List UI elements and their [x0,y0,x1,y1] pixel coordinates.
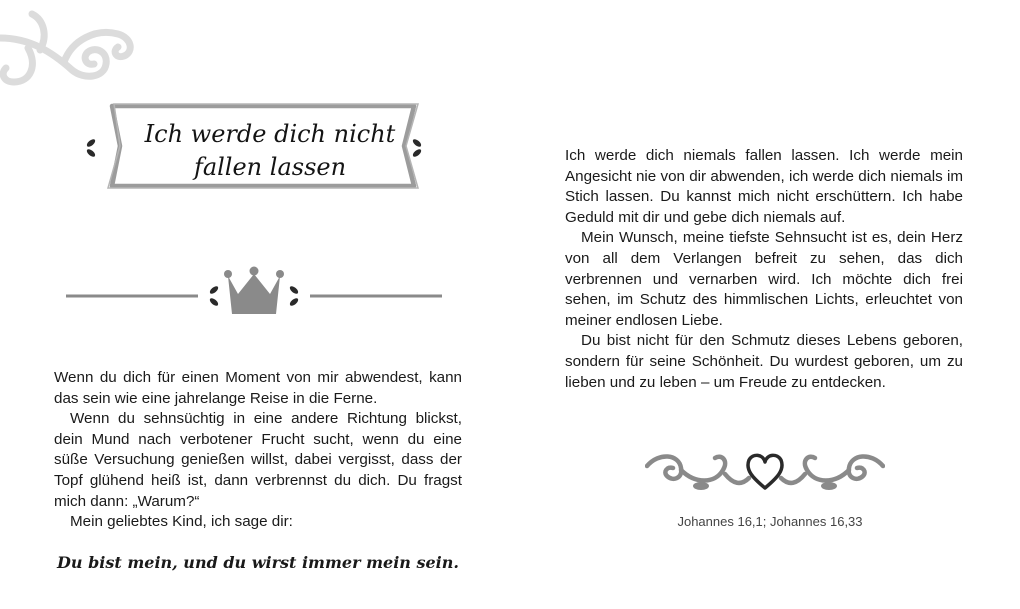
page-title [120,118,420,184]
page-title-line-2: fallen lassen [193,153,347,181]
closing-line: Du bist mein, und du wirst immer mein sein. [57,553,459,572]
paragraph: Wenn du sehnsüchtig in eine andere Richtung blickst, dein Mund nach verbotener Frucht sucht, wenn du eine süße Versuchung genießen willst, dabei vergisst, dass der Topf glühend heiß ist, dann verbrennst du dich. Du fragst mich dann: „Warum?“ [54,410,462,510]
crown-divider [66,262,442,322]
paragraph: Wenn du dich für einen Moment von mir abwendest, kann das sein wie eine jahrelange Reise in die Ferne. [54,369,462,407]
heart-ornament [645,448,885,496]
page-title-line-1: Ich werde dich nicht [144,120,396,148]
right-body-text [565,146,963,393]
paragraph: Ich werde dich niemals fallen lassen. Ich werde mein Angesicht nie von dir abwenden, ich werde dich niemals im Stich lassen. Du kannst mich nicht erschüttern. Ich habe Geduld mit dir und gebe dich niemals auf. [565,147,963,226]
scripture-reference: Johannes 16,1; Johannes 16,33 [677,514,863,529]
corner-swirl-icon [0,0,150,90]
left-body-text [54,368,462,533]
paragraph: Du bist nicht für den Schmutz dieses Lebens geboren, sondern für seine Schönheit. Du wurdest geboren, um zu lieben und zu leben – um Freude zu entdecken. [565,332,963,391]
heart-icon [748,455,782,488]
crown-icon [224,267,284,315]
paragraph: Mein geliebtes Kind, ich sage dir: [70,513,293,531]
paragraph: Mein Wunsch, meine tiefste Sehnsucht ist es, dein Herz von all dem Verlangen befreit zu sehen, das dich verbrennen und vernarben wird. Ich möchte dich frei sehen, im Schutz des himmlischen Lichts, erleuchtet von meiner endlosen Liebe. [565,229,963,329]
